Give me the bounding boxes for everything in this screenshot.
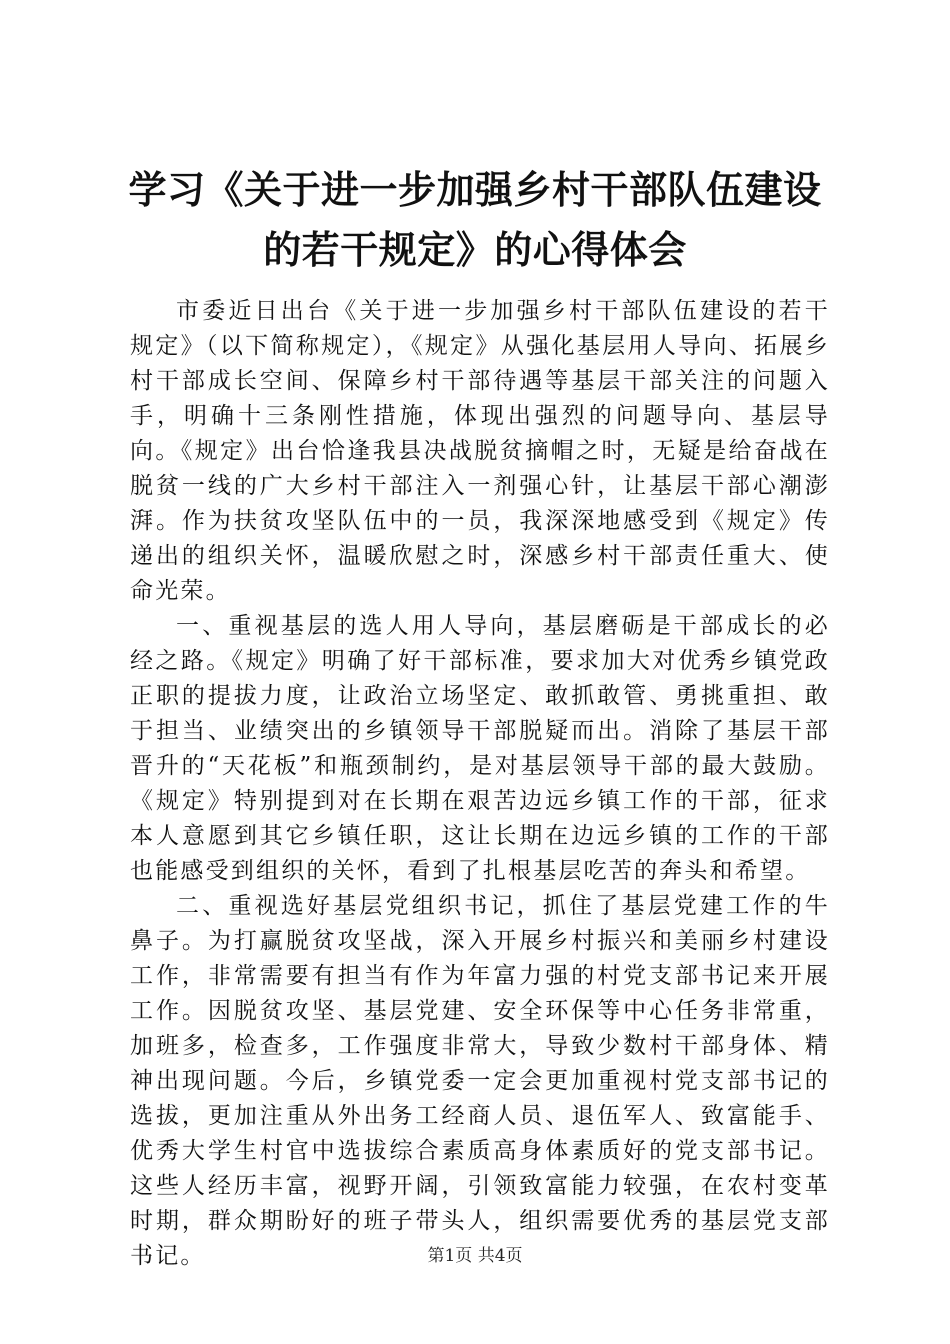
page-number-indicator: 第1页 共4页 bbox=[427, 1246, 523, 1266]
body-paragraph: 市委近日出台《关于进一步加强乡村干部队伍建设的若干规定》（以下简称规定），《规定》从强化基层用人导向、拓展乡村干部成长空间、保障乡村干部待遇等基层干部关注的问题入手，明确十三条刚性措施，体现出强烈的问题导向、基层导向。《规定》出台恰逢我县决战脱贫摘帽之时，无疑是给奋战在脱贫一线的广大乡村干部注入一剂强心针，让基层干部心潮澎湃。作为扶贫攻坚队伍中的一员，我深深地感受到《规定》传递出的组织关怀，温暖欣慰之时，深感乡村干部责任重大、使命光荣。 bbox=[130, 298, 830, 604]
document-title: 学习《关于进一步加强乡村干部队伍建设的若干规定》的心得体会 bbox=[128, 167, 822, 272]
document-body bbox=[130, 294, 830, 1274]
page-footer bbox=[0, 1244, 950, 1268]
body-paragraph: 二、重视选好基层党组织书记，抓住了基层党建工作的牛鼻子。为打赢脱贫攻坚战，深入开展乡村振兴和美丽乡村建设工作，非常需要有担当有作为年富力强的村党支部书记来开展工作。因脱贫攻坚、基层党建、安全环保等中心任务非常重，加班多，检查多，工作强度非常大，导致少数村干部身体、精神出现问题。今后，乡镇党委一定会更加重视村党支部书记的选拔，更加注重从外出务工经商人员、退伍军人、致富能手、优秀大学生村官中选拔综合素质高身体素质好的党支部书记。这些人经历丰富，视野开阔，引领致富能力较强，在农村变革时期，群众期盼好的班子带头人，组织需要优秀的基层党支部书记。 bbox=[130, 893, 830, 1269]
body-paragraph: 一、重视基层的选人用人导向，基层磨砺是干部成长的必经之路。《规定》明确了好干部标准，要求加大对优秀乡镇党政正职的提拔力度，让政治立场坚定、敢抓敢管、勇挑重担、敢于担当、业绩突出的乡镇领导干部脱疑而出。消除了基层干部晋升的“天花板”和瓶颈制约，是对基层领导干部的最大鼓励。《规定》特别提到对在长期在艰苦边远乡镇工作的干部，征求本人意愿到其它乡镇任职，这让长期在边远乡镇的工作的干部也能感受到组织的关怀，看到了扎根基层吃苦的奔头和希望。 bbox=[130, 613, 830, 884]
